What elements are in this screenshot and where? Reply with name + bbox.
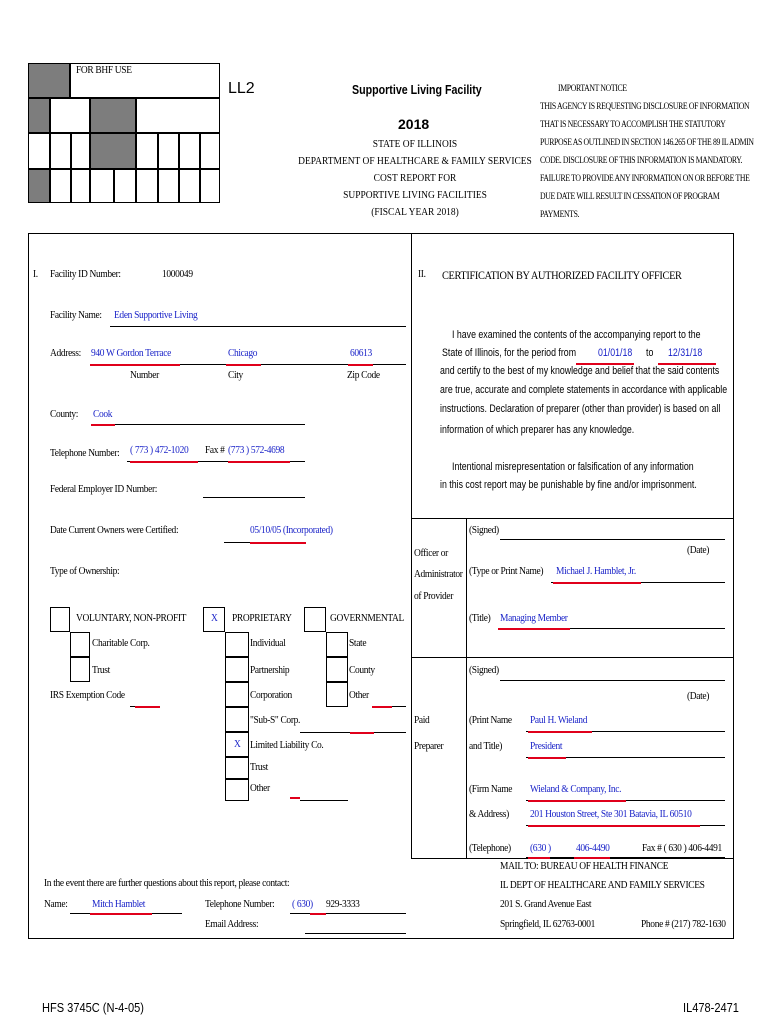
grid-cell bbox=[50, 133, 71, 169]
preparer-tel-area[interactable]: (630 ) bbox=[530, 842, 551, 854]
facility-id-label: Facility ID Number: bbox=[50, 268, 121, 280]
notice-line: FAILURE TO PROVIDE ANY INFORMATION ON OR BEFORE THE bbox=[540, 173, 750, 183]
other-gov-checkbox[interactable] bbox=[326, 682, 348, 707]
facility-name-underline bbox=[110, 326, 406, 327]
llc-checkbox[interactable] bbox=[225, 732, 249, 757]
grid-cell bbox=[71, 133, 90, 169]
grid-cell bbox=[28, 169, 50, 203]
agency-line: (FISCAL YEAR 2018) bbox=[371, 206, 459, 218]
grid-cell bbox=[158, 169, 179, 203]
preparer-name-red-underline bbox=[528, 731, 592, 733]
signature-box-mid bbox=[411, 657, 734, 658]
proprietary-label: PROPRIETARY bbox=[232, 612, 292, 624]
partnership-checkbox[interactable] bbox=[225, 657, 249, 682]
bhf-use-label: FOR BHF USE bbox=[76, 64, 132, 76]
grid-cell bbox=[179, 133, 200, 169]
print-name-label: (Print Name bbox=[469, 714, 512, 726]
contact-tel-number[interactable]: 929-3333 bbox=[326, 898, 360, 910]
period-to-field[interactable]: 12/31/18 bbox=[668, 347, 703, 359]
contact-tel-area[interactable]: ( 630) bbox=[292, 898, 313, 910]
mail-line: 201 S. Grand Avenue East bbox=[500, 898, 592, 910]
firm-name-label: (Firm Name bbox=[469, 783, 513, 795]
fein-label: Federal Employer ID Number: bbox=[50, 483, 158, 495]
firm-address-red-underline bbox=[528, 825, 700, 827]
notice-line: PURPOSE AS OUTLINED IN SECTION 146.265 OF THE 89 IL ADMIN bbox=[540, 137, 754, 147]
grid-cell bbox=[71, 169, 90, 203]
fax-red-underline bbox=[228, 461, 290, 463]
officer-signature-line[interactable] bbox=[500, 539, 725, 540]
number-caption: Number bbox=[130, 369, 159, 381]
preparer-tel-number[interactable]: 406-4490 bbox=[576, 842, 610, 854]
grid-cell bbox=[200, 169, 220, 203]
preparer-signed-label: (Signed) bbox=[469, 664, 499, 676]
form-number: HFS 3745C (N-4-05) bbox=[42, 1000, 144, 1015]
other-red-underline bbox=[290, 797, 300, 799]
officer-title-red-underline bbox=[498, 628, 570, 630]
notice-line: DUE DATE WILL RESULT IN CESSATION OF PROGRAM bbox=[540, 191, 720, 201]
ownership-label: Type of Ownership: bbox=[50, 565, 120, 577]
sub-s-red-underline bbox=[350, 732, 374, 734]
preparer-fax[interactable]: Fax # ( 630 ) 406-4491 bbox=[642, 842, 722, 854]
governmental-label: GOVERNMENTAL bbox=[330, 612, 404, 624]
officer-name-field[interactable]: Michael J. Hamblet, Jr. bbox=[556, 565, 636, 577]
cert-line: information of which preparer has any knowledge. bbox=[440, 424, 635, 436]
state-checkbox[interactable] bbox=[326, 632, 348, 657]
and-title-label: and Title) bbox=[469, 740, 503, 752]
state-label: State bbox=[349, 637, 367, 649]
facility-name-field[interactable]: Eden Supportive Living bbox=[114, 309, 198, 321]
irs-red-underline bbox=[135, 706, 160, 708]
firm-name-field[interactable]: Wieland & Company, Inc. bbox=[530, 783, 622, 795]
telephone-label: Telephone Number: bbox=[50, 447, 120, 459]
trust-checkbox[interactable] bbox=[70, 657, 90, 682]
notice-line: IMPORTANT NOTICE bbox=[558, 83, 627, 93]
individual-label: Individual bbox=[250, 637, 286, 649]
telephone-field[interactable]: ( 773 ) 472-1020 bbox=[130, 444, 189, 456]
officer-title-field[interactable]: Managing Member bbox=[500, 612, 568, 624]
form-title: Supportive Living Facility bbox=[352, 82, 482, 97]
warning-line: Intentional misrepresentation or falsification of any information bbox=[452, 461, 694, 473]
preparer-tel-label: (Telephone) bbox=[469, 842, 511, 854]
other-gov-red-underline bbox=[372, 706, 392, 708]
voluntary-label: VOLUNTARY, NON-PROFIT bbox=[76, 612, 187, 624]
county-label: County: bbox=[50, 408, 79, 420]
grid-cell bbox=[136, 169, 158, 203]
preparer-tel-underline bbox=[526, 857, 725, 858]
contact-tel-red-underline bbox=[310, 913, 326, 915]
grid-cell bbox=[28, 133, 50, 169]
form-bottom-border bbox=[28, 938, 734, 939]
facility-name-label: Facility Name: bbox=[50, 309, 102, 321]
section-2-heading: CERTIFICATION BY AUTHORIZED FACILITY OFFICER bbox=[442, 268, 682, 282]
charitable-checkbox[interactable] bbox=[70, 632, 90, 657]
notice-line: PAYMENTS. bbox=[540, 209, 580, 219]
form-code: LL2 bbox=[228, 80, 255, 97]
street-field[interactable]: 940 W Gordon Terrace bbox=[91, 347, 171, 359]
corporation-label: Corporation bbox=[250, 689, 292, 701]
date-certified-field[interactable]: 05/10/05 (Incorporated) bbox=[250, 524, 333, 536]
grid-cell bbox=[28, 98, 50, 133]
preparer-telnum-red-underline bbox=[574, 857, 610, 859]
county-red-underline bbox=[91, 424, 115, 426]
email-underline[interactable] bbox=[305, 933, 406, 934]
officer-date-label: (Date) bbox=[687, 544, 710, 556]
signature-box-divider bbox=[466, 518, 467, 858]
date-certified-red-underline bbox=[250, 542, 306, 544]
form-id: IL478-2471 bbox=[683, 1000, 739, 1015]
grid-cell bbox=[114, 169, 136, 203]
cert-line: instructions. Declaration of preparer (other than provider) is based on all bbox=[440, 403, 721, 415]
fax-label: Fax # bbox=[205, 444, 225, 456]
voluntary-checkbox[interactable] bbox=[50, 607, 70, 632]
zip-caption: Zip Code bbox=[347, 369, 380, 381]
grid-cell bbox=[90, 169, 114, 203]
preparer-label: Paid bbox=[414, 714, 430, 726]
agency-line: DEPARTMENT OF HEALTHCARE & FAMILY SERVICES bbox=[298, 155, 532, 167]
facility-id-value: 1000049 bbox=[162, 268, 193, 280]
telephone-red-underline bbox=[130, 461, 198, 463]
section-2-numeral: II. bbox=[418, 268, 426, 280]
cert-line: State of Illinois, for the period from bbox=[442, 347, 577, 359]
form-year: 2018 bbox=[398, 116, 430, 132]
address-label: Address: bbox=[50, 347, 81, 359]
preparer-date-label: (Date) bbox=[687, 690, 710, 702]
individual-checkbox[interactable] bbox=[225, 632, 249, 657]
irs-label: IRS Exemption Code bbox=[50, 689, 125, 701]
mail-phone: Phone # (217) 782-1630 bbox=[641, 918, 726, 930]
email-label: Email Address: bbox=[205, 918, 259, 930]
cert-line: are true, accurate and complete statements in accordance with applicable bbox=[440, 384, 728, 396]
proprietary-check-mark: X bbox=[211, 612, 218, 624]
street-underline bbox=[90, 364, 180, 366]
charitable-label: Charitable Corp. bbox=[92, 637, 150, 649]
llc-label: Limited Liability Co. bbox=[250, 739, 324, 751]
form-top-border bbox=[28, 233, 734, 234]
grid-cell bbox=[200, 133, 220, 169]
firm-address-field[interactable]: 201 Houston Street, Ste 301 Batavia, IL 60510 bbox=[530, 808, 692, 820]
other-label: Other bbox=[250, 782, 270, 794]
contact-name-label: Name: bbox=[44, 898, 68, 910]
county-gov-checkbox[interactable] bbox=[326, 657, 348, 682]
county-underline bbox=[91, 424, 305, 425]
sub-s-checkbox[interactable] bbox=[225, 707, 249, 732]
grid-cell bbox=[90, 98, 136, 133]
firm-name-red-underline bbox=[528, 800, 626, 802]
officer-label: of Provider bbox=[414, 590, 454, 602]
county-gov-label: County bbox=[349, 664, 375, 676]
contact-tel-underline bbox=[290, 913, 406, 914]
grid-cell bbox=[136, 98, 220, 133]
warning-line: in this cost report may be punishable by fine and/or imprisonment. bbox=[440, 479, 697, 491]
agency-line: COST REPORT FOR bbox=[373, 172, 457, 184]
contact-question: In the event there are further questions about this report, please contact: bbox=[44, 877, 290, 889]
grid-cell bbox=[90, 133, 136, 169]
partnership-label: Partnership bbox=[250, 664, 290, 676]
fax-field[interactable]: (773 ) 572-4698 bbox=[228, 444, 285, 456]
city-field[interactable]: Chicago bbox=[228, 347, 258, 359]
other-underline[interactable] bbox=[300, 800, 348, 801]
notice-line: THAT IS NECESSARY TO ACCOMPLISH THE STATUTORY bbox=[540, 119, 726, 129]
agency-line: STATE OF ILLINOIS bbox=[372, 138, 458, 150]
contact-name-red-underline bbox=[90, 913, 152, 915]
preparer-signature-line[interactable] bbox=[500, 680, 725, 681]
grid-cell bbox=[158, 133, 179, 169]
period-from-field[interactable]: 01/01/18 bbox=[598, 347, 633, 359]
fein-underline[interactable] bbox=[203, 497, 305, 498]
llc-check-mark: X bbox=[234, 738, 241, 750]
contact-tel-label: Telephone Number: bbox=[205, 898, 275, 910]
form-right-border bbox=[733, 233, 734, 938]
officer-name-red-underline bbox=[553, 582, 641, 584]
title-label: (Title) bbox=[469, 612, 491, 624]
trust2-label: Trust bbox=[250, 761, 268, 773]
officer-signed-label: (Signed) bbox=[469, 524, 499, 536]
mail-line: MAIL TO: BUREAU OF HEALTH FINANCE bbox=[500, 860, 669, 872]
date-certified-label: Date Current Owners were Certified: bbox=[50, 524, 179, 536]
proprietary-checkbox[interactable] bbox=[203, 607, 225, 632]
agency-line: SUPPORTIVE LIVING FACILITIES bbox=[343, 189, 487, 201]
governmental-checkbox[interactable] bbox=[304, 607, 326, 632]
sub-s-label: "Sub-S" Corp. bbox=[250, 714, 301, 726]
officer-label: Officer or bbox=[414, 547, 448, 559]
section-divider bbox=[411, 233, 412, 518]
corporation-checkbox[interactable] bbox=[225, 682, 249, 707]
preparer-name-field[interactable]: Paul H. Wieland bbox=[530, 714, 588, 726]
grid-cell bbox=[50, 169, 71, 203]
form-left-border bbox=[28, 233, 29, 938]
grid-cell bbox=[179, 169, 200, 203]
city-underline bbox=[226, 364, 261, 366]
contact-name-field[interactable]: Mitch Hamblet bbox=[92, 898, 146, 910]
preparer-title-field[interactable]: President bbox=[530, 740, 563, 752]
grid-cell bbox=[28, 63, 70, 98]
zip-field[interactable]: 60613 bbox=[350, 347, 372, 359]
grid-cell bbox=[50, 98, 90, 133]
officer-label: Administrator bbox=[414, 568, 463, 580]
signature-box-bottom bbox=[411, 858, 734, 859]
mail-line: IL DEPT OF HEALTHCARE AND FAMILY SERVICES bbox=[500, 879, 705, 891]
grid-cell bbox=[136, 133, 158, 169]
mail-city: Springfield, IL 62763-0001 bbox=[500, 918, 596, 930]
notice-line: THIS AGENCY IS REQUESTING DISCLOSURE OF INFORMATION bbox=[540, 101, 750, 111]
preparer-title-red-underline bbox=[528, 757, 566, 759]
preparer-label: Preparer bbox=[414, 740, 444, 752]
firm-address-label: & Address) bbox=[469, 808, 509, 820]
county-field[interactable]: Cook bbox=[93, 408, 113, 420]
preparer-tel-red-underline bbox=[528, 857, 550, 859]
type-name-label: (Type or Print Name) bbox=[469, 565, 544, 577]
zip-underline bbox=[348, 364, 373, 366]
cert-line: and certify to the best of my knowledge and belief that the said contents bbox=[440, 365, 720, 377]
signature-box-top bbox=[411, 518, 734, 519]
signature-box-left bbox=[411, 518, 412, 858]
other-checkbox[interactable] bbox=[225, 779, 249, 801]
cert-line: I have examined the contents of the accompanying report to the bbox=[452, 329, 701, 341]
trust2-checkbox[interactable] bbox=[225, 757, 249, 779]
to-label: to bbox=[646, 347, 654, 359]
notice-line: CODE. DISCLOSURE OF THIS INFORMATION IS MANDATORY. bbox=[540, 155, 743, 165]
city-caption: City bbox=[228, 369, 243, 381]
section-1-numeral: I. bbox=[33, 268, 38, 280]
trust-label: Trust bbox=[92, 664, 110, 676]
other-gov-label: Other bbox=[349, 689, 369, 701]
